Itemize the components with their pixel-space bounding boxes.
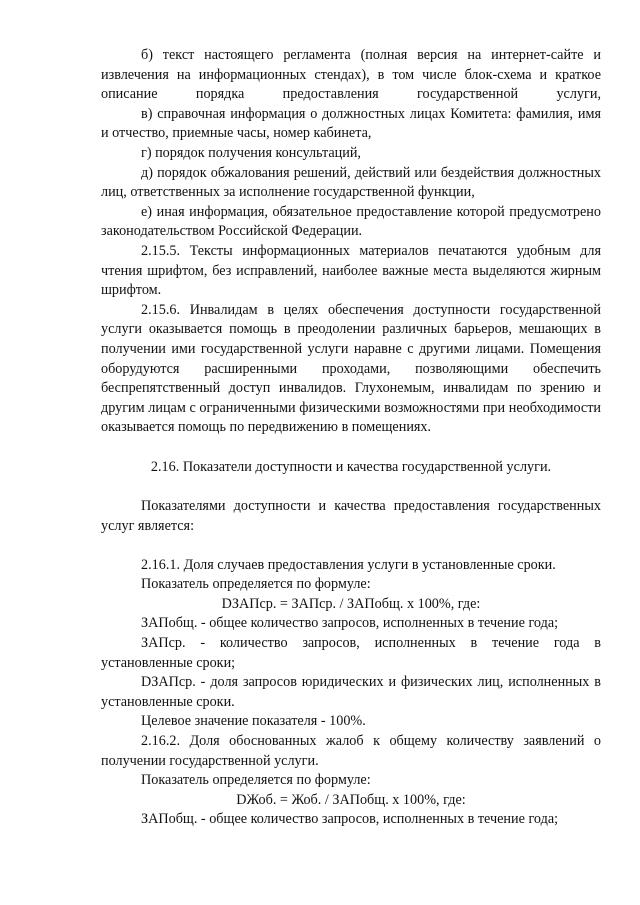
paragraph-formula-intro-2: Показатель определяется по формуле:: [141, 772, 371, 789]
definition-zap-obsh-1: ЗАПобщ. - общее количество запросов, исполненных в течение года;: [141, 615, 559, 632]
target-value: Целевое значение показателя - 100%.: [141, 713, 366, 730]
paragraph-b: б) текст настоящего регламента (полная версия на интернет-сайте и извлечения на информационных стендах), в том числе блок-схема и краткое описание порядка предоставления государственной услуги,: [101, 47, 601, 103]
paragraph-2-16-2: 2.16.2. Доля обоснованных жалоб к общему количеству заявлений о получении государственной услуги.: [101, 733, 601, 769]
document-body: [101, 46, 601, 830]
paragraph-g: г) порядок получения консультаций,: [141, 144, 361, 161]
section-heading-2-16: 2.16. Показатели доступности и качества государственной услуги.: [150, 458, 552, 475]
definition-zap-sr: ЗАПср. - количество запросов, исполненных в течение года в установленные сроки;: [101, 635, 601, 671]
formula-dzap: DЗАПср. = ЗАПср. / ЗАПобщ. х 100%, где:: [221, 595, 481, 612]
paragraph-2-15-6: 2.15.6. Инвалидам в целях обеспечения доступности государственной услуги оказывается помощь в преодолении различных барьеров, мешающих в получении ими государственной услуги наравне с другими лицами. Помещения оборудуются расширенными проходами, позволяющими обеспечить беспрепятственный доступ инвалидов. Глухонемым, инвалидам по зрению и другим лицам с ограниченными физическими возможностями при необходимости оказывается помощь по передвижению в помещениях.: [101, 301, 601, 436]
paragraph-e: е) иная информация, обязательное предоставление которой предусмотрено законодательством Российской Федерации.: [101, 203, 601, 240]
paragraph-2-16-1: 2.16.1. Доля случаев предоставления услуги в установленные сроки.: [141, 556, 556, 573]
paragraph-2-15-5: 2.15.5. Тексты информационных материалов печатаются удобным для чтения шрифтом, без исправлений, наиболее важные места выделяются жирным шрифтом.: [101, 242, 601, 299]
definition-dzap-sr: DЗАПср. - доля запросов юридических и физических лиц, исполненных в установленные сроки.: [101, 674, 601, 710]
paragraph-d: д) порядок обжалования решений, действий или бездействия должностных лиц, ответственных за исполнение государственной функции,: [101, 164, 601, 201]
paragraph-formula-intro-1: Показатель определяется по формуле:: [141, 576, 371, 593]
paragraph-indicators-intro: Показателями доступности и качества предоставления государственных услуг является:: [101, 498, 601, 535]
definition-zap-obsh-2: ЗАПобщ. - общее количество запросов, исполненных в течение года;: [141, 811, 559, 828]
formula-dzhob: DЖоб. = Жоб. / ЗАПобщ. х 100%, где:: [236, 791, 466, 808]
paragraph-v: в) справочная информация о должностных лицах Комитета: фамилия, имя и отчество, приемные часы, номер кабинета,: [101, 105, 601, 142]
